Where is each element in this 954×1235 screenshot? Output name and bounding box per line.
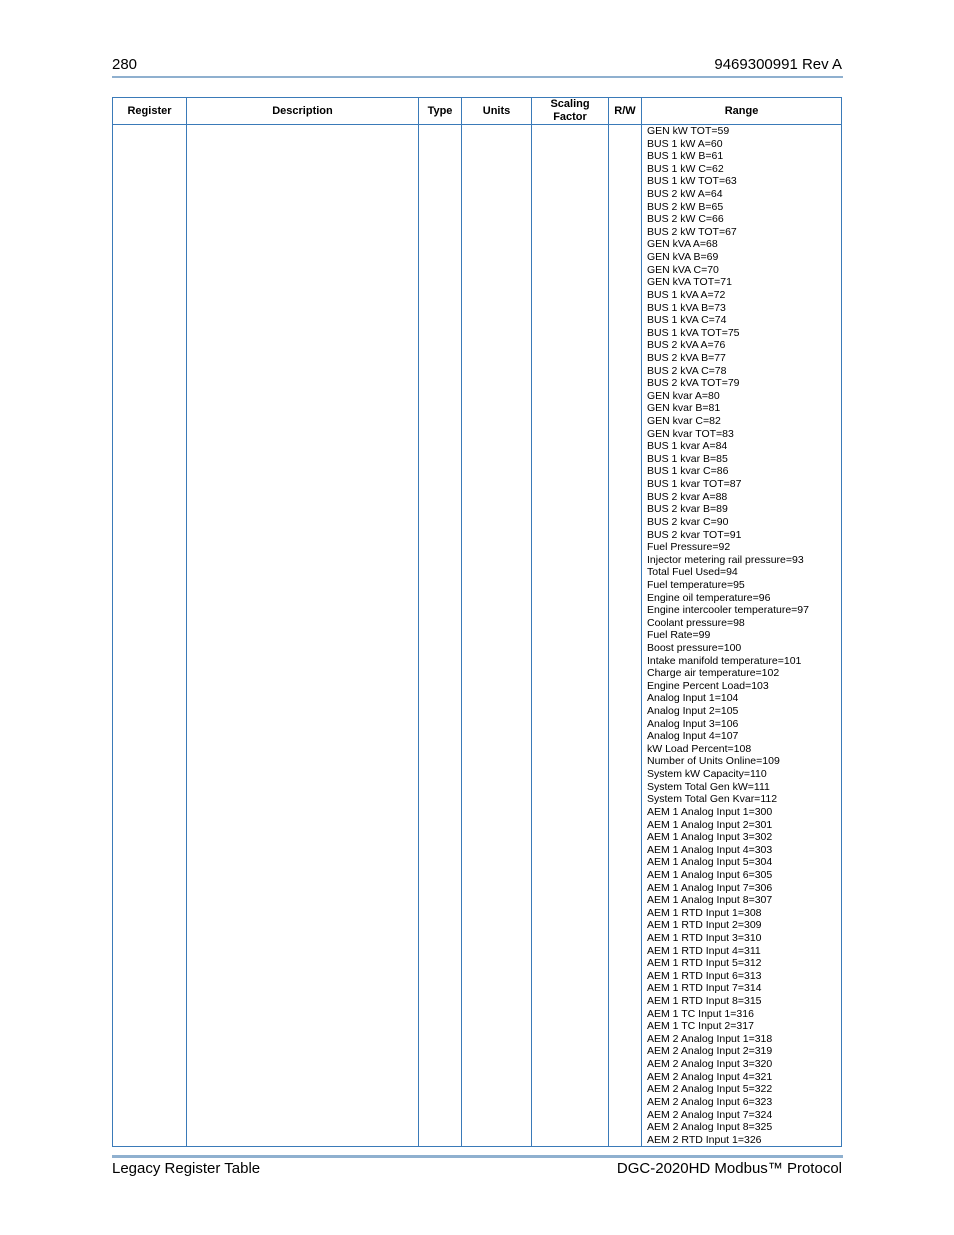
range-value: BUS 2 kW B=65 [647,200,724,213]
column-header-rw: R/W [614,104,636,117]
range-value: AEM 1 Analog Input 8=307 [647,894,773,907]
page-number: 280 [112,56,138,73]
range-value: GEN kVA A=68 [647,238,718,251]
range-value: BUS 1 kVA B=73 [647,301,726,314]
footer-rule [112,1155,843,1158]
column-divider [418,98,419,1146]
range-value: AEM 1 RTD Input 8=315 [647,995,762,1008]
column-header-register: Register [127,104,172,117]
range-value: AEM 1 Analog Input 4=303 [647,843,773,856]
range-value: BUS 1 kW C=62 [647,162,724,175]
range-value: AEM 1 TC Input 2=317 [647,1020,754,1033]
range-value: GEN kvar B=81 [647,402,721,415]
range-value: AEM 1 RTD Input 3=310 [647,932,762,944]
range-value: BUS 2 kVA A=76 [647,339,726,352]
column-divider [186,98,187,1146]
range-value: AEM 2 Analog Input 6=323 [647,1095,773,1108]
range-value: System Total Gen Kvar=112 [647,793,778,806]
column-header-range: Range [724,104,759,117]
range-value: AEM 2 Analog Input 2=319 [647,1045,773,1058]
column-header-scaling-factor: Scaling Factor [550,98,590,123]
range-value: BUS 2 kW C=66 [647,213,724,226]
range-value: AEM 1 Analog Input 5=304 [647,856,773,869]
range-value: System Total Gen kW=111 [647,780,770,793]
range-value: Engine intercooler temperature=97 [647,604,809,617]
range-value: AEM 2 Analog Input 3=320 [647,1058,773,1071]
range-cell [647,125,809,1146]
range-value: Charge air temperature=102 [647,667,780,680]
range-value: Analog Input 3=106 [647,717,739,730]
range-value: AEM 2 Analog Input 1=318 [647,1032,773,1045]
range-value: AEM 2 Analog Input 4=321 [647,1070,773,1083]
range-value: kW Load Percent=108 [647,742,752,755]
header-rule [112,76,843,78]
range-value: AEM 1 RTD Input 2=309 [647,919,762,932]
range-value: GEN kvar A=80 [647,389,720,402]
column-divider [641,98,642,1146]
range-value: Analog Input 4=107 [647,730,739,743]
range-value: BUS 1 kW A=60 [647,137,723,150]
range-value: BUS 2 kvar C=90 [647,515,729,528]
range-value: BUS 1 kvar A=84 [647,440,728,453]
range-value: System kW Capacity=110 [647,768,767,781]
range-value: AEM 1 RTD Input 5=312 [647,957,762,970]
range-value: Engine oil temperature=96 [647,591,771,604]
column-divider [531,98,532,1146]
range-value: Number of Units Online=109 [647,755,780,768]
range-value: AEM 2 RTD Input 1=326 [647,1133,762,1146]
range-value: GEN kvar C=82 [647,415,721,428]
range-value: AEM 2 Analog Input 5=322 [647,1083,773,1096]
range-value: BUS 1 kW B=61 [647,150,724,163]
range-value: BUS 2 kvar TOT=91 [647,528,742,541]
range-value: GEN kW TOT=59 [647,125,730,137]
range-value: AEM 1 RTD Input 7=314 [647,982,762,995]
range-value: GEN kVA TOT=71 [647,276,732,289]
range-value: AEM 2 Analog Input 8=325 [647,1121,773,1134]
range-value: AEM 1 RTD Input 6=313 [647,969,762,982]
range-value: Analog Input 1=104 [647,692,739,705]
range-value: BUS 1 kW TOT=63 [647,175,737,188]
range-value: Fuel Rate=99 [647,629,711,642]
range-value: Engine Percent Load=103 [647,679,769,692]
range-value: Analog Input 2=105 [647,705,739,718]
column-divider [608,98,609,1146]
range-value: AEM 1 RTD Input 1=308 [647,906,762,919]
range-value: AEM 1 Analog Input 3=302 [647,831,773,844]
column-header-type: Type [427,104,453,117]
range-value: Injector metering rail pressure=93 [647,553,804,566]
range-value: GEN kVA C=70 [647,263,719,276]
range-value: Fuel Pressure=92 [647,541,731,554]
range-value: Intake manifold temperature=101 [647,654,802,667]
range-value: Fuel temperature=95 [647,578,745,591]
footer-section-title: Legacy Register Table [112,1160,261,1177]
range-value: BUS 1 kVA A=72 [647,288,726,301]
range-value: AEM 1 Analog Input 7=306 [647,881,773,894]
range-value: BUS 2 kW A=64 [647,188,723,201]
range-value: GEN kvar TOT=83 [647,427,734,440]
range-value: BUS 1 kvar B=85 [647,452,728,465]
range-value: Coolant pressure=98 [647,616,745,629]
range-value: AEM 1 RTD Input 4=311 [647,944,761,957]
footer-document-title: DGC-2020HD Modbus™ Protocol [616,1160,842,1177]
register-table [112,97,842,1147]
column-header-units: Units [482,104,511,117]
range-value: AEM 1 TC Input 1=316 [647,1007,754,1020]
range-value: BUS 2 kvar A=88 [647,490,728,503]
range-value: Total Fuel Used=94 [647,566,738,579]
range-value: GEN kVA B=69 [647,251,719,264]
range-value: BUS 2 kVA B=77 [647,351,726,364]
range-value: BUS 2 kVA TOT=79 [647,377,740,390]
range-value: AEM 1 Analog Input 6=305 [647,868,773,881]
range-value: BUS 2 kVA C=78 [647,364,727,377]
range-value: BUS 1 kVA C=74 [647,314,727,327]
column-divider [461,98,462,1146]
range-value: AEM 2 Analog Input 7=324 [647,1108,773,1121]
range-value: BUS 2 kvar B=89 [647,503,728,516]
range-value: Boost pressure=100 [647,641,742,654]
range-value: BUS 1 kvar C=86 [647,465,729,478]
range-value: AEM 1 Analog Input 1=300 [647,805,773,818]
range-value: AEM 1 Analog Input 2=301 [647,818,773,831]
document-number: 9469300991 Rev A [714,56,842,73]
range-value: BUS 1 kvar TOT=87 [647,478,742,491]
column-header-description: Description [272,104,333,117]
range-value: BUS 1 kVA TOT=75 [647,326,740,339]
range-value: BUS 2 kW TOT=67 [647,225,737,238]
